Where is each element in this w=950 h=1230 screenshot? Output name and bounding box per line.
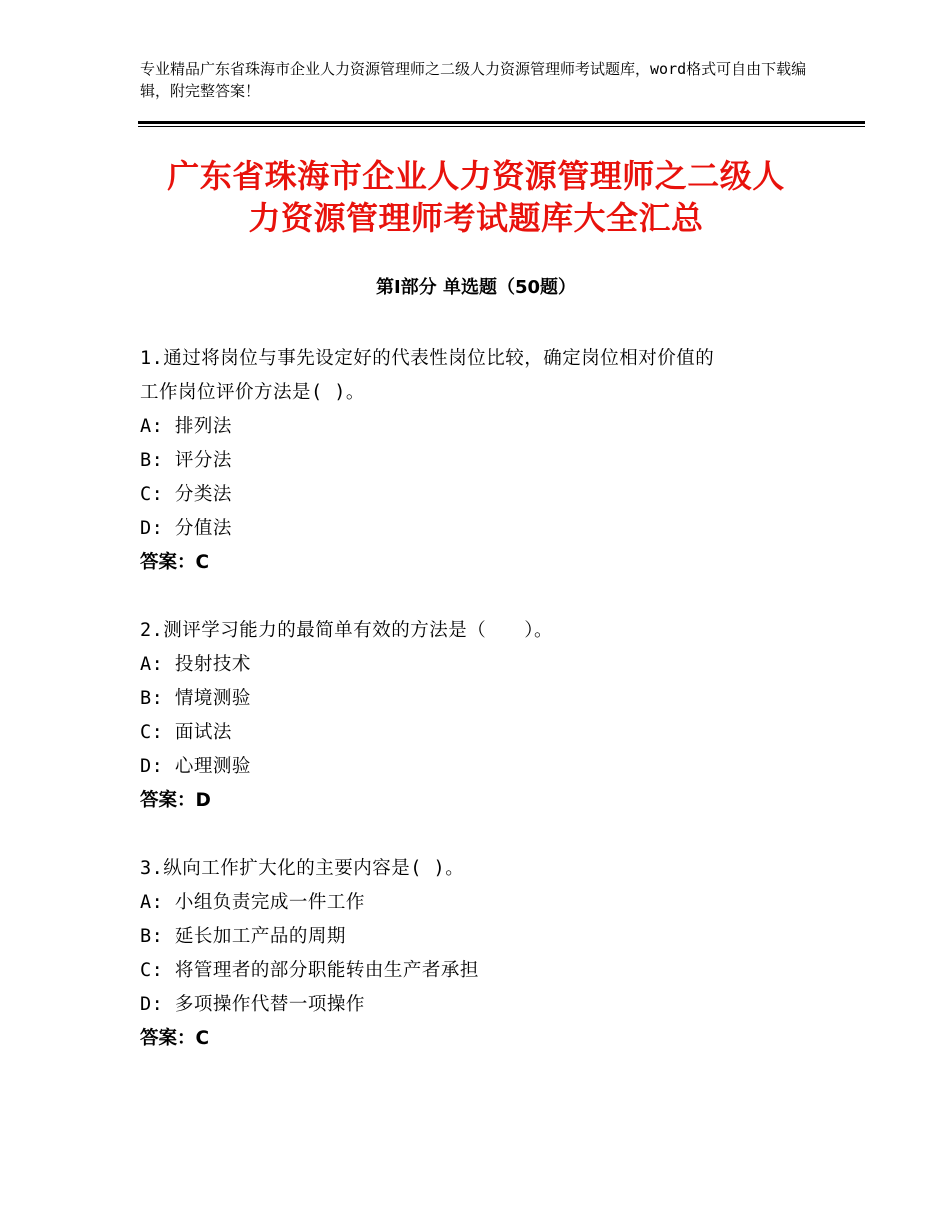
option-b: B: 评分法 [140, 450, 232, 471]
question-stem: 1.通过将岗位与事先设定好的代表性岗位比较，确定岗位相对价值的 [140, 348, 715, 369]
question-stem: 3.纵向工作扩大化的主要内容是( )。 [140, 858, 465, 879]
option-a: A: 投射技术 [140, 654, 251, 675]
option-d: D: 分值法 [140, 518, 232, 539]
document-title [140, 155, 812, 239]
question-2 [140, 614, 820, 818]
option-b: B: 延长加工产品的周期 [140, 926, 346, 947]
answer: 答案：D [140, 790, 211, 811]
option-c: C: 将管理者的部分职能转由生产者承担 [140, 960, 479, 981]
section-title: 第Ⅰ部分 单选题（50题） [375, 277, 576, 298]
answer: 答案：C [140, 1028, 210, 1049]
option-b: B: 情境测验 [140, 688, 251, 709]
question-stem: 2.测评学习能力的最简单有效的方法是（ ）。 [140, 620, 554, 641]
question-stem-continued: 工作岗位评价方法是( )。 [140, 382, 365, 403]
header-note: 专业精品广东省珠海市企业人力资源管理师之二级人力资源管理师考试题库，word格式可自由下载编辑，附完整答案！ [140, 60, 807, 100]
header-divider-thin [138, 126, 865, 127]
option-c: C: 面试法 [140, 722, 232, 743]
option-a: A: 小组负责完成一件工作 [140, 892, 365, 913]
question-1 [140, 342, 820, 580]
option-d: D: 多项操作代替一项操作 [140, 994, 365, 1015]
option-a: A: 排列法 [140, 416, 232, 437]
question-list [140, 342, 820, 1090]
header-divider-thick [138, 121, 865, 124]
document-title-line-2: 力资源管理师考试题库大全汇总 [248, 199, 704, 237]
option-c: C: 分类法 [140, 484, 232, 505]
answer: 答案：C [140, 552, 210, 573]
question-3 [140, 852, 820, 1056]
option-d: D: 心理测验 [140, 756, 251, 777]
document-title-line-1: 广东省珠海市企业人力资源管理师之二级人 [167, 157, 785, 195]
